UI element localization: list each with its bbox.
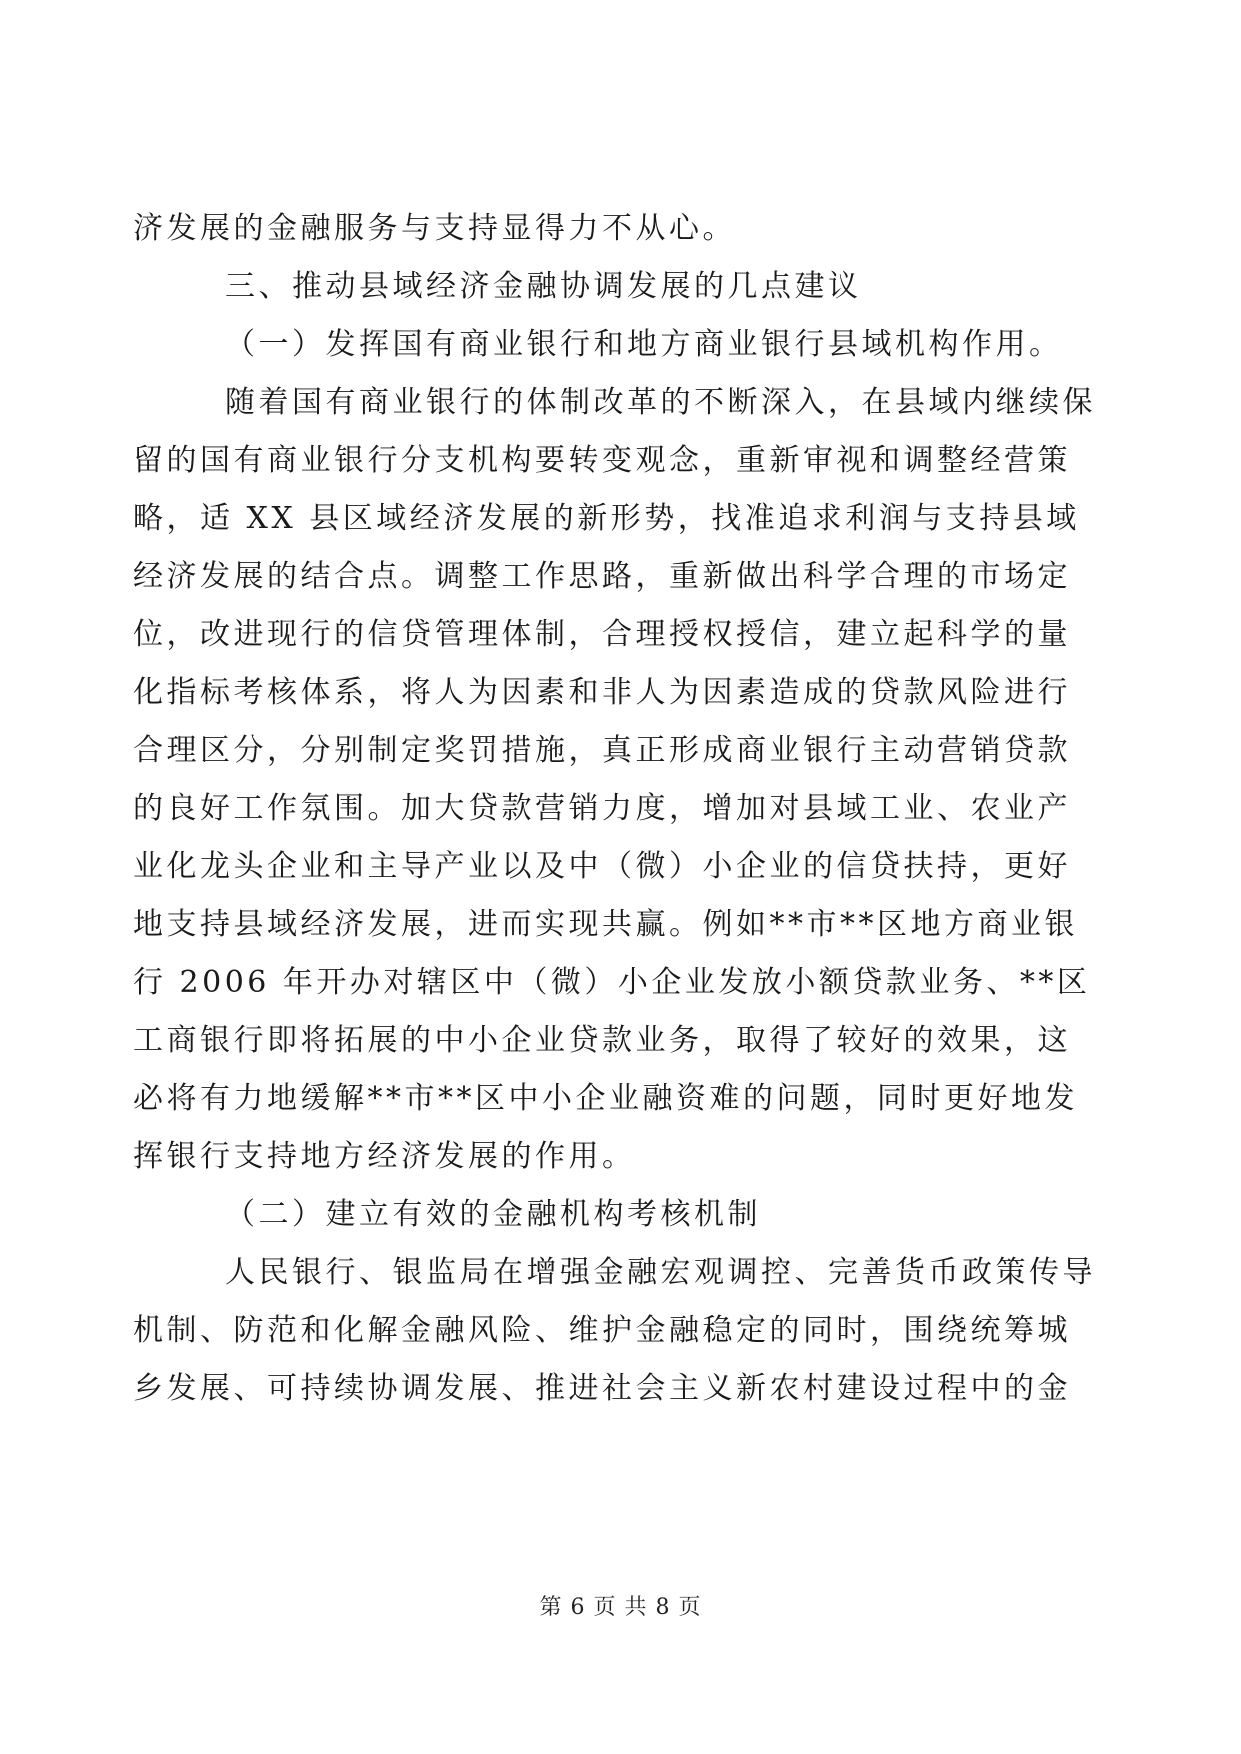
body-text-line: 行 2006 年开办对辖区中（微）小企业发放小额贷款业务、**区	[133, 965, 1091, 1000]
section-heading: 三、推动县域经济金融协调发展的几点建议	[225, 269, 862, 304]
body-text-line: 工商银行即将拓展的中小企业贷款业务，取得了较好的效果，这	[133, 1023, 1071, 1058]
body-text-line: 必将有力地缓解**市**区中小企业融资难的问题，同时更好地发	[133, 1081, 1078, 1116]
body-text-line: 挥银行支持地方经济发展的作用。	[133, 1139, 636, 1174]
body-text-line: 化指标考核体系，将人为因素和非人为因素造成的贷款风险进行	[133, 675, 1071, 710]
page-number-footer: 第 6 页 共 8 页	[539, 1595, 702, 1620]
body-text-line: 乡发展、可持续协调发展、推进社会主义新农村建设过程中的金	[133, 1371, 1071, 1406]
body-text-line: 地支持县域经济发展，进而实现共赢。例如**市**区地方商业银	[133, 907, 1078, 942]
body-text-line: 的良好工作氛围。加大贷款营销力度，增加对县域工业、农业产	[133, 791, 1071, 826]
body-text-line: 业化龙头企业和主导产业以及中（微）小企业的信贷扶持，更好	[133, 849, 1071, 884]
subsection-heading: （一）发挥国有商业银行和地方商业银行县域机构作用。	[225, 327, 1063, 362]
body-text-line: 机制、防范和化解金融风险、维护金融稳定的同时，围绕统筹城	[133, 1313, 1071, 1348]
document-body	[133, 200, 1096, 1418]
body-text-line: 留的国有商业银行分支机构要转变观念，重新审视和调整经营策	[133, 443, 1071, 478]
body-text-line: 合理区分，分别制定奖罚措施，真正形成商业银行主动营销贷款	[133, 733, 1071, 768]
paragraph-first-line: 人民银行、银监局在增强金融宏观调控、完善货币政策传导	[225, 1255, 1096, 1290]
paragraph-first-line: 随着国有商业银行的体制改革的不断深入，在县域内继续保	[225, 385, 1096, 420]
body-text-line: 位，改进现行的信贷管理体制，合理授权授信，建立起科学的量	[133, 617, 1071, 652]
subsection-heading: （二）建立有效的金融机构考核机制	[225, 1197, 761, 1232]
body-text-line: 略，适 XX 县区域经济发展的新形势，找准追求利润与支持县域	[133, 501, 1080, 536]
body-text-line: 济发展的金融服务与支持显得力不从心。	[133, 211, 736, 246]
body-text-line: 经济发展的结合点。调整工作思路，重新做出科学合理的市场定	[133, 559, 1071, 594]
